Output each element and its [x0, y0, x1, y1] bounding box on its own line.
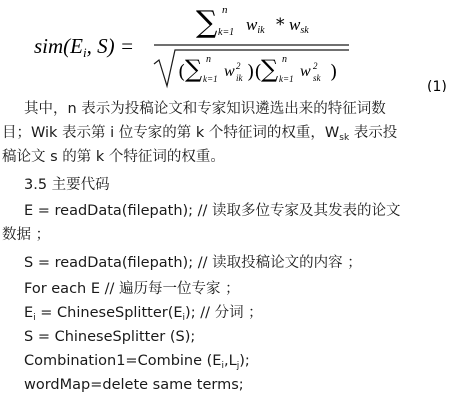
svg-text:w: w [224, 63, 235, 80]
paragraph-line: 其中，n 表示为投稿论文和专家知识遴选出来的特征词数 [24, 101, 386, 117]
numerator-sum-sign: ∑ [196, 5, 218, 40]
code-line: $E_i$ = $ChineseSplitter(E_i)$; // 分词 ； [24, 305, 263, 323]
code-line: S = ChineseSplitter (S); [24, 329, 196, 345]
svg-text:)(: )( [247, 61, 262, 83]
numerator-sum-lower: k=1 [218, 27, 235, 38]
svg-text:ik: ik [236, 73, 243, 83]
svg-text:w: w [300, 63, 311, 80]
code-line: 数据 ； [2, 227, 51, 243]
formula-denominator [178, 54, 337, 84]
svg-text:2: 2 [313, 61, 318, 71]
paragraph-line: 稿论文 s 的第 k 个特征词的权重。 [2, 149, 225, 165]
numerator-w-ik: wik [246, 15, 265, 36]
svg-text:): ) [330, 61, 338, 83]
svg-text:(: ( [178, 61, 186, 83]
svg-text:k=1: k=1 [203, 74, 218, 84]
svg-text:k=1: k=1 [279, 74, 294, 84]
svg-text:∑: ∑ [261, 55, 279, 83]
numerator-times: * [276, 15, 285, 35]
svg-text:∑: ∑ [185, 55, 203, 83]
formula-lhs: sim(Ei, S) = [34, 34, 135, 60]
formula-numerator [196, 4, 309, 40]
paragraph-line: 目；Wik 表示第 i 位专家的第 k 个特征词的权重，$W_{sk}$ 表示投 [2, 125, 398, 143]
svg-text:n: n [206, 54, 211, 65]
code-line: S = readData(filepath); // 读取投稿论文的内容 ； [24, 255, 362, 271]
code-line: For each E // 遍历每一位专家 ； [24, 281, 240, 297]
svg-text:n: n [282, 54, 287, 65]
section-heading: 3.5 主要代码 [24, 177, 110, 193]
code-line: Combination1=Combine $(E_i,L_j)$; [24, 353, 250, 371]
equation-number: (1) [427, 79, 447, 92]
svg-text:sk: sk [313, 73, 321, 83]
numerator-w-sk: wsk [289, 15, 309, 36]
similarity-formula [0, 0, 471, 92]
code-line: wordMap=delete same terms; [24, 377, 244, 393]
code-line: E = readData(filepath); // 读取多位专家及其发表的论文 [24, 203, 401, 219]
svg-text:2: 2 [236, 61, 241, 71]
numerator-sum-upper: n [222, 4, 228, 16]
